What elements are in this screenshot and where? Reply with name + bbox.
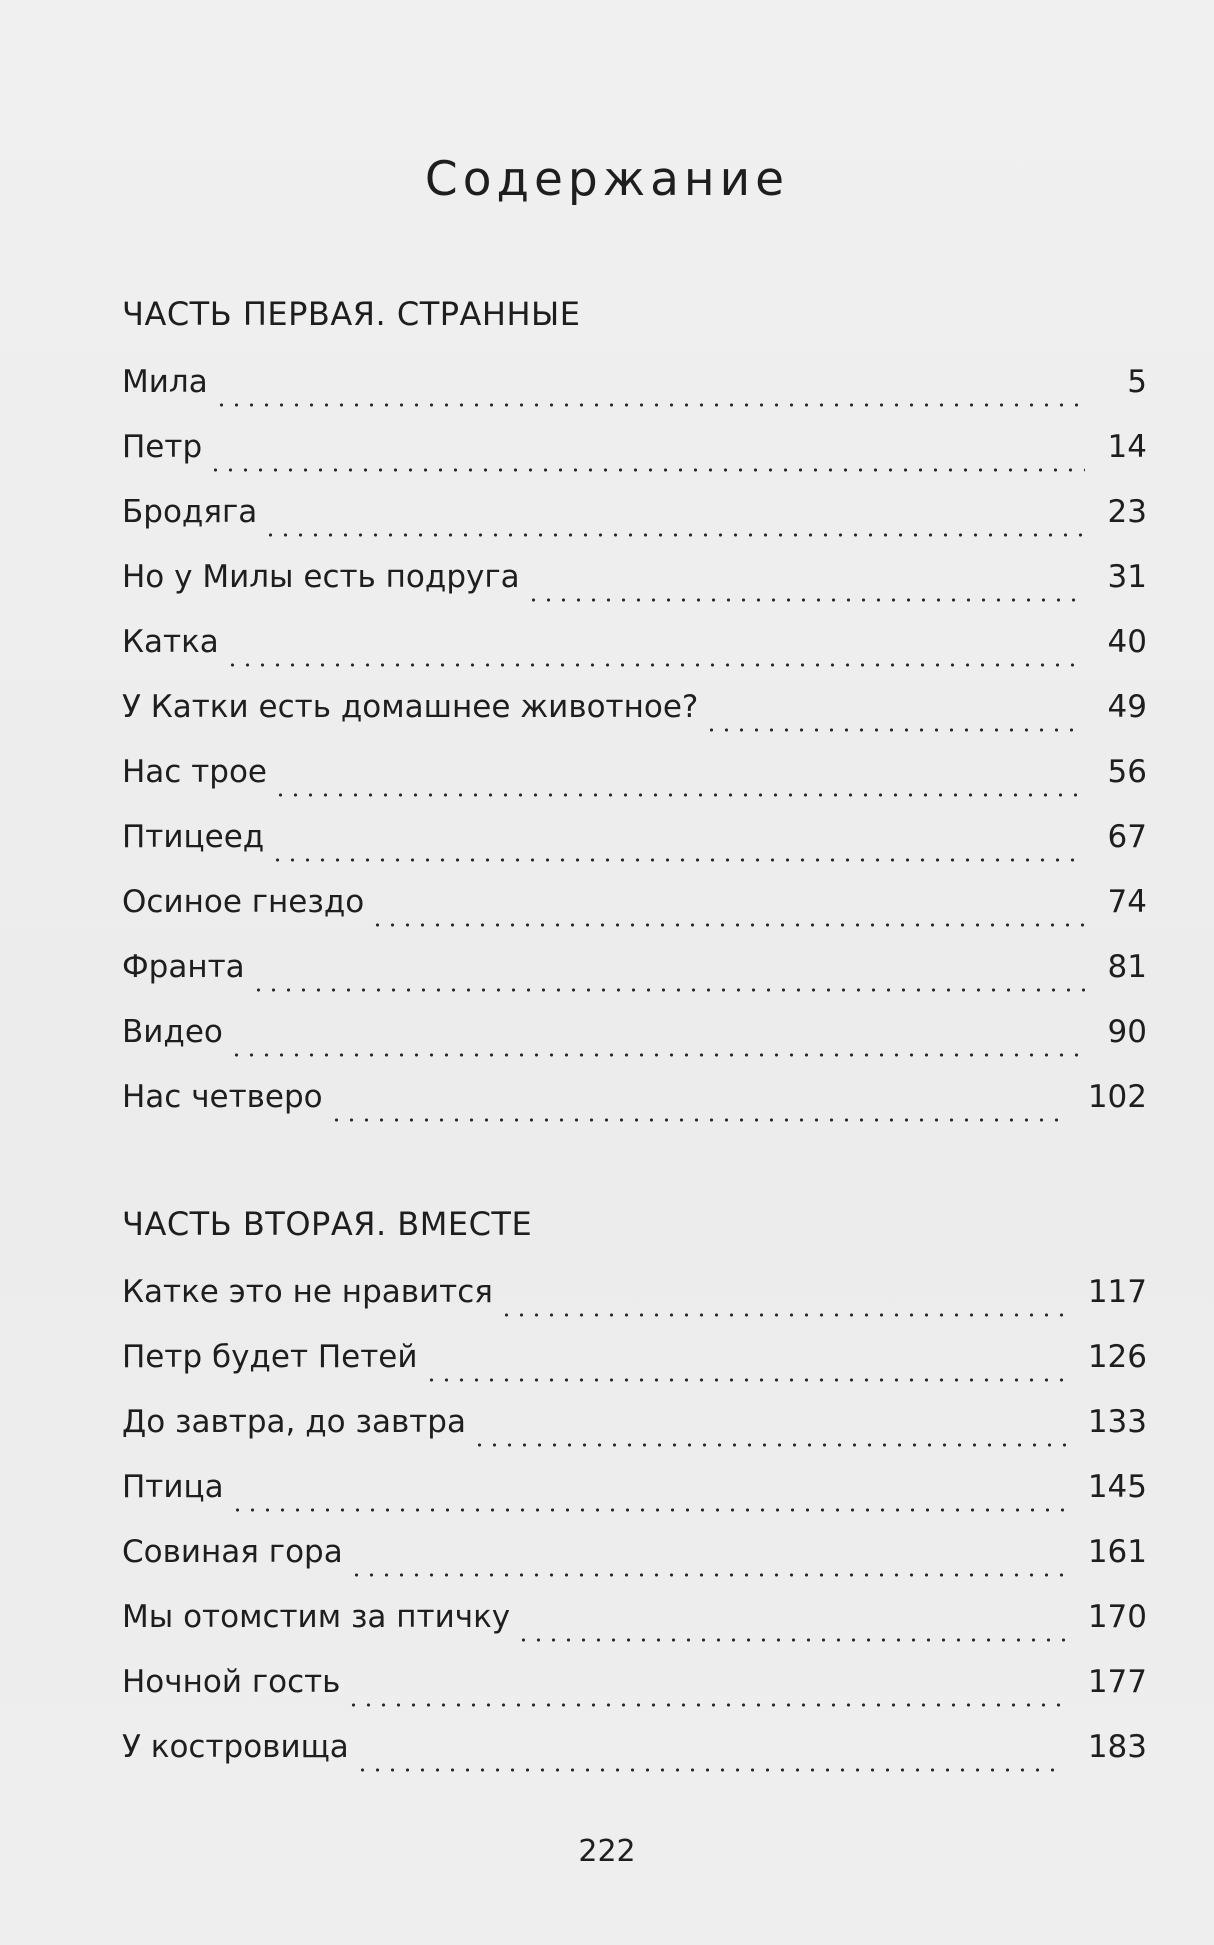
dot-leader bbox=[270, 858, 1085, 862]
toc-entry-title: Катка bbox=[122, 624, 219, 660]
dot-leader bbox=[251, 988, 1085, 992]
dot-leader bbox=[472, 1443, 1066, 1447]
toc-list bbox=[122, 1270, 1147, 1790]
toc-entry-page: 23 bbox=[1107, 494, 1147, 530]
dot-leader bbox=[346, 1703, 1065, 1707]
toc-entry[interactable] bbox=[122, 750, 1147, 815]
toc-entry[interactable] bbox=[122, 425, 1147, 490]
toc-list bbox=[122, 360, 1147, 1140]
toc-entry-title: Бродяга bbox=[122, 494, 258, 530]
toc-entry[interactable] bbox=[122, 555, 1147, 620]
toc-entry-page: 74 bbox=[1107, 884, 1147, 920]
toc-entry[interactable] bbox=[122, 1335, 1147, 1400]
dot-leader bbox=[499, 1313, 1066, 1317]
dot-leader bbox=[526, 598, 1085, 602]
toc-entry-page: 31 bbox=[1107, 559, 1147, 595]
toc-entry-title: У Катки есть домашнее животное? bbox=[122, 689, 699, 725]
toc-entry-title: Нас четверо bbox=[122, 1079, 323, 1115]
dot-leader bbox=[214, 403, 1085, 407]
dot-leader bbox=[208, 468, 1085, 472]
toc-entry[interactable] bbox=[122, 880, 1147, 945]
toc-entry-page: 145 bbox=[1087, 1469, 1147, 1505]
dot-leader bbox=[349, 1573, 1066, 1577]
toc-entry[interactable] bbox=[122, 1270, 1147, 1335]
toc-entry-page: 56 bbox=[1107, 754, 1147, 790]
toc-entry-title: Мы отомстим за птичку bbox=[122, 1599, 511, 1635]
toc-entry-title: Птица bbox=[122, 1469, 224, 1505]
toc-part-one bbox=[122, 292, 1147, 1140]
dot-leader bbox=[273, 793, 1085, 797]
toc-entry-page: 81 bbox=[1107, 949, 1147, 985]
toc-entry-page: 49 bbox=[1107, 689, 1147, 725]
dot-leader bbox=[355, 1768, 1066, 1772]
toc-entry-page: 170 bbox=[1087, 1599, 1147, 1635]
dot-leader bbox=[229, 1053, 1085, 1057]
toc-entry-page: 5 bbox=[1127, 364, 1147, 400]
toc-entry-page: 40 bbox=[1107, 624, 1147, 660]
toc-entry-title: Петр bbox=[122, 429, 203, 465]
toc-entry-page: 126 bbox=[1087, 1339, 1147, 1375]
toc-entry-page: 117 bbox=[1087, 1274, 1147, 1310]
page-title: Содержание bbox=[424, 152, 790, 207]
toc-entry-title: Видео bbox=[122, 1014, 223, 1050]
toc-entry[interactable] bbox=[122, 490, 1147, 555]
toc-entry[interactable] bbox=[122, 685, 1147, 750]
toc-entry[interactable] bbox=[122, 620, 1147, 685]
toc-entry[interactable] bbox=[122, 1075, 1147, 1140]
toc-part-two bbox=[122, 1202, 1147, 1790]
toc-entry-page: 102 bbox=[1087, 1079, 1147, 1115]
toc-entry[interactable] bbox=[122, 1660, 1147, 1725]
toc-entry[interactable] bbox=[122, 1530, 1147, 1595]
toc-entry-title: Совиная гора bbox=[122, 1534, 343, 1570]
toc-entry[interactable] bbox=[122, 1010, 1147, 1075]
toc-entry-page: 161 bbox=[1087, 1534, 1147, 1570]
toc-entry-title: Ночной гость bbox=[122, 1664, 341, 1700]
toc-entry[interactable] bbox=[122, 945, 1147, 1010]
toc-entry-title: Петр будет Петей bbox=[122, 1339, 418, 1375]
toc-entry-page: 14 bbox=[1107, 429, 1147, 465]
dot-leader bbox=[516, 1638, 1066, 1642]
dot-leader bbox=[329, 1118, 1066, 1122]
toc-entry[interactable] bbox=[122, 360, 1147, 425]
toc-entry-title: Катке это не нравится bbox=[122, 1274, 493, 1310]
dot-leader bbox=[263, 533, 1085, 537]
toc-entry-title: Птицеед bbox=[122, 819, 265, 855]
toc-entry[interactable] bbox=[122, 1725, 1147, 1790]
toc-entry-title: До завтра, до завтра bbox=[122, 1404, 466, 1440]
toc-entry-title: Осиное гнездо bbox=[122, 884, 365, 920]
toc-entry-title: Франта bbox=[122, 949, 245, 985]
dot-leader bbox=[225, 663, 1085, 667]
dot-leader bbox=[370, 923, 1085, 927]
toc-entry[interactable] bbox=[122, 1595, 1147, 1660]
dot-leader bbox=[704, 728, 1085, 732]
dot-leader bbox=[424, 1378, 1066, 1382]
toc-entry-page: 90 bbox=[1107, 1014, 1147, 1050]
toc-entry-page: 183 bbox=[1087, 1729, 1147, 1765]
toc-entry-page: 67 bbox=[1107, 819, 1147, 855]
part-heading: ЧАСТЬ ВТОРАЯ. ВМЕСТЕ bbox=[122, 1205, 533, 1243]
part-heading: ЧАСТЬ ПЕРВАЯ. СТРАННЫЕ bbox=[122, 295, 581, 333]
toc-entry[interactable] bbox=[122, 1400, 1147, 1465]
toc-entry-page: 133 bbox=[1087, 1404, 1147, 1440]
toc-entry-title: Мила bbox=[122, 364, 208, 400]
toc-entry[interactable] bbox=[122, 815, 1147, 880]
toc-entry-title: Нас трое bbox=[122, 754, 267, 790]
toc-entry-title: У костровища bbox=[122, 1729, 349, 1765]
toc-entry[interactable] bbox=[122, 1465, 1147, 1530]
toc-entry-title: Но у Милы есть подруга bbox=[122, 559, 520, 595]
page-number: 222 bbox=[578, 1834, 636, 1869]
dot-leader bbox=[230, 1508, 1066, 1512]
toc-entry-page: 177 bbox=[1087, 1664, 1147, 1700]
